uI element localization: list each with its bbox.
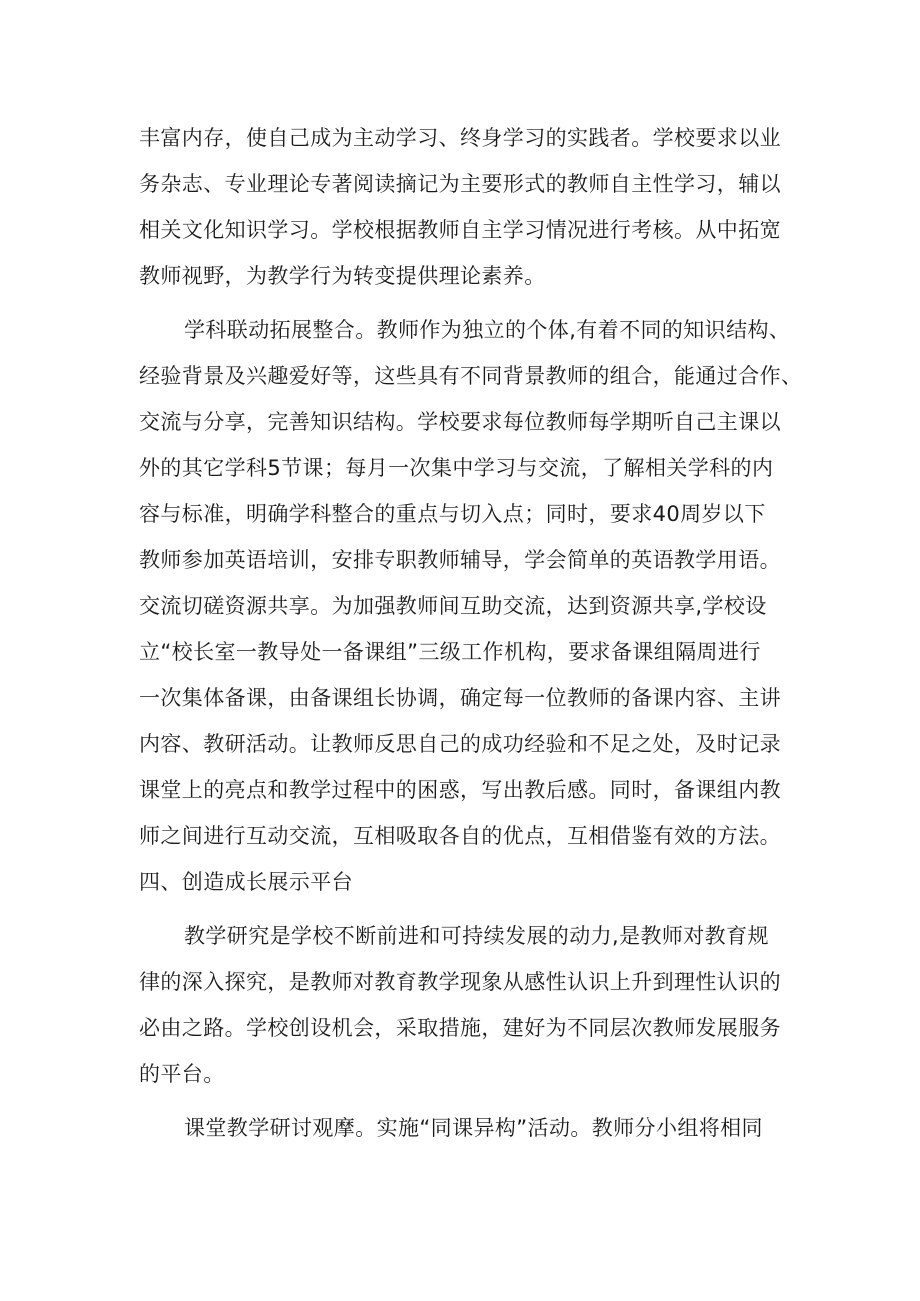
text-line: 内容、教研活动。让教师反思自己的成功经验和不足之处，及时记录 (139, 732, 781, 756)
text-line: 教师参加英语培训，安排专职教师辅导，学会简单的英语教学用语。 (139, 548, 781, 572)
text-line: 教师视野，为教学行为转变提供理论素养。 (139, 264, 546, 288)
text-line: 一次集体备课，由备课组长协调，确定每一位教师的备课内容、主讲 (139, 686, 781, 710)
text-line: 务杂志、专业理论专著阅读摘记为主要形式的教师自主性学习，辅以 (139, 172, 781, 196)
section-heading: 四、创造成长展示平台 (139, 870, 353, 894)
text-line: 经验背景及兴趣爱好等，这些具有不同背景教师的组合，能通过合作、 (139, 364, 803, 388)
paragraph-first-line: 教学研究是学校不断前进和可持续发展的动力,是教师对教育规 (184, 924, 769, 948)
paragraph-first-line: 课堂教学研讨观摩。实施“同课异构”活动。教师分小组将相同 (184, 1116, 763, 1140)
text-line: 交流与分享，完善知识结构。学校要求每位教师每学期听自己主课以 (139, 410, 781, 434)
text-line: 必由之路。学校创设机会，采取措施，建好为不同层次教师发展服务 (139, 1016, 781, 1040)
text-line: 丰富内存，使自己成为主动学习、终身学习的实践者。学校要求以业 (139, 126, 781, 150)
text-line: 律的深入探究，是教师对教育教学现象从感性认识上升到理性认识的 (139, 970, 781, 994)
text-line: 容与标准，明确学科整合的重点与切入点；同时，要求40周岁以下 (139, 502, 766, 526)
paragraph-first-line: 学科联动拓展整合。教师作为独立的个体,有着不同的知识结构、 (184, 318, 791, 342)
text-line: 交流切磋资源共享。为加强教师间互助交流，达到资源共享,学校设 (139, 594, 767, 618)
text-line: 课堂上的亮点和教学过程中的困惑，写出教后感。同时，备课组内教 (139, 778, 781, 802)
text-line: 相关文化知识学习。学校根据教师自主学习情况进行考核。从中拓宽 (139, 218, 781, 242)
text-line: 立“校长室一教导处一备课组”三级工作机构，要求备课组隔周进行 (139, 640, 761, 664)
text-line: 师之间进行互动交流，互相吸取各自的优点，互相借鉴有效的方法。 (139, 824, 781, 848)
text-line: 的平台。 (139, 1062, 225, 1086)
text-line: 外的其它学科5节课；每月一次集中学习与交流，了解相关学科的内 (139, 456, 774, 480)
